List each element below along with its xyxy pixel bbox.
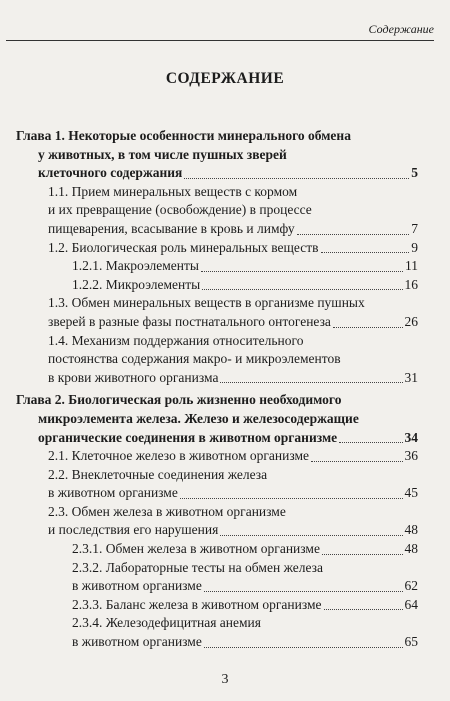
toc-entry (16, 466, 418, 503)
toc-page-number: 26 (404, 313, 418, 329)
toc-entry-line: 1.2.2. Микроэлементы (72, 276, 201, 292)
toc-entry-line: зверей в разные фазы постнатального онтогенеза (48, 313, 331, 329)
dot-leader (324, 609, 403, 610)
toc-page-number: 62 (404, 578, 418, 594)
dot-leader (220, 535, 402, 536)
toc-entry-line: 2.3.1. Обмен железа в животном организме (72, 541, 320, 557)
dot-leader (339, 442, 402, 443)
toc-entry-line: 1.3. Обмен минеральных веществ в организме пушных (48, 295, 365, 311)
dot-leader (322, 554, 403, 555)
toc-page-number: 36 (404, 448, 418, 464)
toc-entry-line: у животных, в том числе пушных зверей (38, 146, 287, 162)
toc-entry-line: в животном организме (48, 485, 178, 501)
toc-page-number: 16 (404, 276, 418, 292)
toc-entry (16, 239, 418, 258)
dot-leader (311, 461, 402, 462)
toc-entry (16, 332, 418, 388)
toc-page-number: 64 (404, 596, 418, 612)
toc-entry (16, 614, 418, 651)
toc-page-number: 48 (404, 541, 418, 557)
toc-entry-line: 1.2. Биологическая роль минеральных веществ (48, 239, 319, 255)
dot-leader (297, 234, 410, 235)
toc-entry (16, 559, 418, 596)
toc-entry-line: 1.2.1. Макроэлементы (72, 258, 199, 274)
toc-entry-line: органические соединения в животном организме (38, 429, 338, 445)
toc-entry-line: 2.3.2. Лабораторные тесты на обмен железа (72, 559, 323, 575)
running-head: Содержание (6, 22, 434, 41)
dot-leader (180, 498, 403, 499)
toc-entry-line: и их превращение (освобождение) в процессе (48, 202, 312, 218)
toc-entry (16, 294, 418, 331)
dot-leader (202, 289, 402, 290)
toc-page-number: 65 (404, 634, 418, 650)
toc-entry-line: Глава 1. Некоторые особенности минерального обмена (16, 128, 351, 143)
toc-entry-line: 1.1. Прием минеральных веществ с кормом (48, 183, 298, 199)
toc-entry-line: 2.2. Внеклеточные соединения железа (48, 466, 268, 482)
toc-page-number: 48 (404, 522, 418, 538)
dot-leader (184, 178, 409, 179)
toc-entry-line: постоянства содержания макро- и микроэлементов (48, 351, 341, 367)
toc-entry-line: клеточного содержания (38, 165, 183, 181)
dot-leader (201, 271, 403, 272)
toc-chapter (16, 127, 418, 183)
toc-entry (16, 540, 418, 559)
toc-entry-line: 2.3. Обмен железа в животном организме (48, 503, 286, 519)
toc-entry (16, 183, 418, 239)
dot-leader (204, 591, 403, 592)
table-of-contents (16, 127, 418, 652)
toc-entry-line: и последствия его нарушения (48, 522, 219, 538)
toc-entry-line: 2.3.4. Железодефицитная анемия (72, 615, 261, 631)
toc-entry-line: 1.4. Механизм поддержания относительного (48, 332, 304, 348)
dot-leader (220, 382, 402, 383)
toc-page-number: 31 (404, 369, 418, 385)
toc-entry-line: Глава 2. Биологическая роль жизненно необходимого (16, 392, 342, 408)
dot-leader (204, 647, 403, 648)
toc-entry-line: 2.1. Клеточное железо в животном организме (48, 448, 310, 464)
toc-entry-line: в крови животного организма (48, 369, 219, 385)
page-number: 3 (221, 672, 229, 687)
toc-page-number: 7 (411, 220, 418, 236)
toc-entry-line: в животном организме (72, 578, 202, 594)
page-title: СОДЕРЖАНИЕ (165, 70, 285, 87)
toc-page-number: 11 (405, 258, 418, 274)
toc-entry (16, 596, 418, 615)
toc-entry (16, 447, 418, 466)
toc-chapter (16, 391, 418, 447)
toc-entry (16, 276, 418, 295)
toc-page-number: 45 (404, 485, 418, 501)
toc-entry-line: 2.3.3. Баланс железа в животном организме (72, 596, 322, 612)
toc-page-number: 5 (411, 165, 418, 181)
toc-page-number: 9 (411, 239, 418, 255)
toc-page-number: 34 (404, 429, 418, 445)
toc-entry-line: микроэлемента железа. Железо и железосодержащие (38, 410, 359, 426)
dot-leader (321, 252, 410, 253)
toc-entry-line: пищеварения, всасывание в кровь и лимфу (48, 220, 295, 236)
toc-entry (16, 503, 418, 540)
dot-leader (333, 327, 403, 328)
toc-entry (16, 257, 418, 276)
toc-entry-line: в животном организме (72, 634, 202, 650)
